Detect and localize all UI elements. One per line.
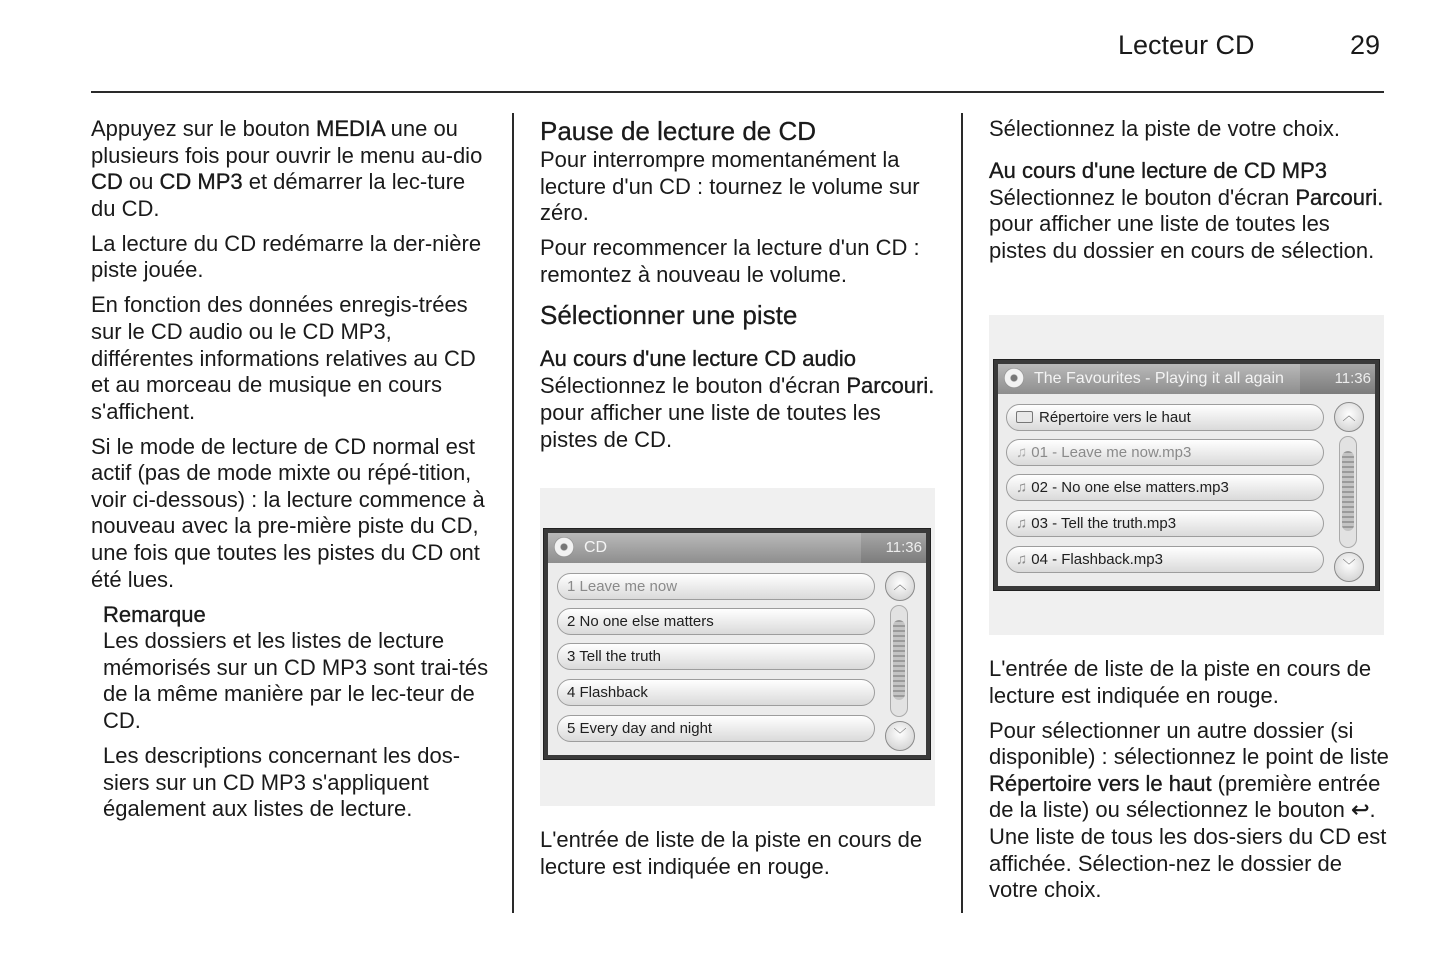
paragraph-cd-mp3: Sélectionnez le bouton d'écran Parcouri. pour afficher une liste de toutes les pistes du dossier en cours de sélection. (989, 184, 1384, 263)
chevron-up-icon[interactable]: ︿ (1334, 402, 1364, 432)
mp3-scroll-track[interactable] (1339, 436, 1357, 548)
remark-title: Remarque (103, 601, 206, 627)
cd-scrollbar[interactable] (884, 571, 916, 751)
mp3-track-item[interactable]: ♫ 01 - Leave me now.mp3 (1006, 439, 1324, 466)
column-separator-2 (961, 113, 963, 913)
cd-scroll-track[interactable] (890, 605, 908, 717)
caption-cd (540, 827, 940, 889)
heading-pause: Pause de lecture de CD (540, 116, 817, 146)
remark-box (103, 602, 491, 823)
cd-screen (543, 528, 931, 760)
header-rule (91, 91, 1384, 93)
paragraph-resume: La lecture du CD redémarre la der-nière piste jouée. (91, 230, 482, 283)
chevron-up-icon[interactable]: ︿ (885, 571, 915, 601)
paragraph-info: En fonction des données enregis-trées sur le CD audio ou le CD MP3, différentes informations relatives au CD et au morceau de musique en cours s'affichent. (91, 292, 476, 424)
music-note-icon: ♫ (1016, 515, 1028, 532)
music-note-icon: ♫ (1016, 551, 1028, 568)
page-number: 29 (1350, 30, 1381, 60)
heading-cd-audio: Au cours d'une lecture CD audio (540, 346, 857, 372)
figure-cd-screen (540, 488, 935, 806)
mp3-folder-up-item[interactable]: Répertoire vers le haut (1006, 404, 1324, 431)
mp3-track-item[interactable]: ♫ 04 - Flashback.mp3 (1006, 546, 1324, 573)
column-separator-1 (512, 113, 514, 913)
column-3-lower (989, 656, 1389, 912)
mp3-track-item[interactable]: ♫ 03 - Tell the truth.mp3 (1006, 510, 1324, 537)
remark-paragraph-2: Les descriptions concernant les dos-siers sur un CD MP3 s'appliquent également aux listes de lecture. (103, 743, 461, 822)
mp3-screen (993, 359, 1380, 591)
column-1 (91, 116, 491, 831)
back-arrow-icon: ↩ (1351, 797, 1370, 823)
mp3-track-item[interactable]: ♫ 02 - No one else matters.mp3 (1006, 474, 1324, 501)
caption-mp3: L'entrée de liste de la piste en cours de lecture est indiquée en rouge. (989, 656, 1372, 708)
column-3 (989, 116, 1389, 273)
paragraph-choose-track: Sélectionnez la piste de votre choix. (989, 116, 1340, 141)
paragraph-normal-mode: Si le mode de lecture de CD normal est actif (pas de mode mixte ou répé-tition, voir ci-dessous) : la lecture commence à nouveau avec la pre-mière piste du CD, une fois que toutes les pistes du CD ont été lues. (91, 433, 485, 592)
mp3-screen-title: The Favourites - Playing it all again (1034, 370, 1284, 387)
paragraph-cd-audio: Sélectionnez le bouton d'écran Parcouri. pour afficher une liste de toutes les pistes de CD. (540, 373, 935, 452)
heading-select-track: Sélectionner une piste (540, 300, 798, 331)
remark-paragraph-1: Les dossiers et les listes de lecture mémorisés sur un CD MP3 sont trai-tés de la même manière par le lec-teur de CD. (103, 628, 489, 734)
column-2 (540, 116, 940, 462)
music-note-icon: ♫ (1016, 444, 1028, 461)
paragraph-pause-1: Pour interrompre momentanément la lecture d'un CD : tournez le volume sur zéro. (540, 147, 920, 226)
chevron-down-icon[interactable]: ﹀ (1334, 552, 1364, 582)
cd-scroll-thumb[interactable] (893, 620, 905, 700)
figure-mp3-screen (989, 315, 1384, 635)
paragraph-select-folder: Pour sélectionner un autre dossier (si disponible) : sélectionnez le point de liste Répertoire vers le haut (première entrée de la liste) ou sélectionnez le bouton ↩. Une liste de tous les dos-siers du CD est affichée. Sélection-nez le dossier de votre choix. (989, 717, 1389, 903)
cd-titlebar (548, 533, 926, 563)
cd-screen-title: CD (584, 539, 608, 556)
cd-track-item[interactable]: 1 Leave me now (557, 573, 875, 600)
mp3-scroll-thumb[interactable] (1342, 451, 1354, 531)
cd-track-item[interactable]: 2 No one else matters (557, 608, 875, 635)
heading-cd-mp3: Au cours d'une lecture de CD MP3 (989, 157, 1328, 183)
cd-track-item[interactable]: 5 Every day and night (557, 715, 875, 742)
cd-track-item[interactable]: 3 Tell the truth (557, 643, 875, 670)
cd-screen-clock: 11:36 (885, 539, 922, 556)
mp3-scrollbar[interactable] (1333, 402, 1365, 582)
cd-disc-icon (554, 537, 574, 557)
paragraph-pause-2: Pour recommencer la lecture d'un CD : remontez à nouveau le volume. (540, 235, 920, 287)
mp3-disc-icon (1004, 368, 1024, 388)
caption-cd-text: L'entrée de liste de la piste en cours de lecture est indiquée en rouge. (540, 827, 923, 879)
folder-icon (1016, 411, 1033, 423)
paragraph-media: Appuyez sur le bouton MEDIA une ou plusieurs fois pour ouvrir le menu au-dio CD ou CD MP3 et démarrer la lec-ture du CD. (91, 116, 483, 221)
chevron-down-icon[interactable]: ﹀ (885, 721, 915, 751)
mp3-titlebar (998, 364, 1375, 394)
music-note-icon: ♫ (1016, 479, 1028, 496)
cd-track-item[interactable]: 4 Flashback (557, 679, 875, 706)
mp3-screen-clock: 11:36 (1334, 370, 1371, 387)
running-header-title: Lecteur CD (1118, 30, 1255, 60)
